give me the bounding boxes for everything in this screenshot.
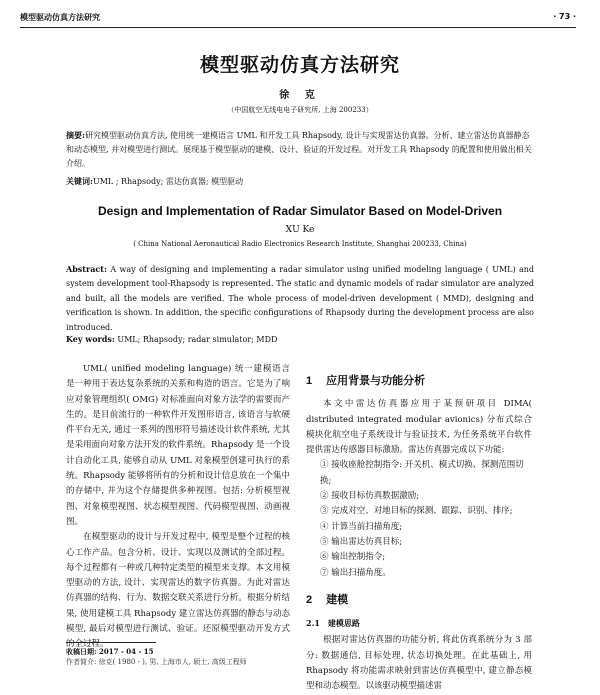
abstract-en (66, 262, 534, 335)
author-cn: 徐 克 (279, 90, 321, 101)
abstract-en-text: A way of designing and implementing a radar simulator using unified modeling language ( UML) and system development tool-Rhapsody is represented. The static and dynamic models of radar simulator are analyzed and built, all the models are verified. The whole process of model-driven development ( MMD), designing and verification is shown. In addition, the specific configurations of Rhapsody during the development process are also introduced. (66, 265, 535, 332)
body-paragraph: UML( unified modeling language) 统一建模语言是一种用于表达复杂系统的关系和构造的语言。它是为了响应对象管理组织( OMG) 对标准面向对象方法学的需要而产生的。是目前流行的一种软件开发图形语言, 该语言与软硬件平台无关, 通过一系列的图形符号描述设计软件系统, 尤其是采用面向对象方法开发的软件系统。Rhapsody 是一个设计自动化工具, 能够自动从 UML 对象模型创建可执行的系统。Rhapsody 能够将所有的分析和设计信息放在一个集中的存储中, 并为这个存储提供多种视图。包括: 分析模型视图、对象模型视图、状态模型视图、代码模型视图、动画视图。 (66, 364, 290, 527)
list-item: ④ 计算当前扫描角度; (320, 521, 403, 532)
affiliation-cn: （中国航空无线电电子研究所, 上海 200233） (227, 106, 373, 114)
subsection-heading (306, 616, 532, 631)
header-divider (20, 27, 576, 28)
footnote-divider (66, 642, 156, 643)
body-paragraph: 本文中雷达仿真器应用于某预研项目 DIMA( distributed integrated modular avionics) 分布式综合模块化航空电子系统设计与验证技术, 为任务系统平台软件提供雷达传感器目标激励。雷达仿真器完成以下功能: (306, 399, 532, 456)
running-head-title: 模型驱动仿真方法研究 (20, 13, 100, 22)
section-heading (306, 593, 532, 608)
function-list (306, 458, 532, 580)
keywords-cn-label: 关键词: (66, 176, 93, 186)
paper-title-cn: 模型驱动仿真方法研究 (199, 54, 400, 76)
paper-title-en: Design and Implementation of Radar Simulator Based on Model-Driven (97, 204, 503, 218)
abstract-cn-label: 摘要: (66, 130, 85, 140)
body-paragraph: 根据对雷达仿真器的功能分析, 将此仿真系统分为 3 部分: 数据通信, 目标处理, 状态切换处理。在此基础上, 用 Rhapsody 将功能需求映射到雷达仿真模型中, 建立静态模型和动态模型。以该驱动模型描述雷 (306, 635, 532, 692)
subsection-number: 2.1 (306, 618, 320, 629)
author-en: XU Ke (285, 225, 315, 235)
running-header (20, 12, 576, 26)
list-item: ⑤ 输出雷达仿真目标; (320, 536, 403, 547)
list-item: ⑦ 输出扫描角度。 (320, 567, 391, 578)
section-number: 1 (306, 375, 313, 387)
list-item: ⑥ 输出控制指令; (320, 552, 386, 563)
received-date: 收稿日期: 2017 - 04 - 15 (66, 647, 154, 656)
subsection-title: 建模思路 (327, 618, 360, 629)
right-column (306, 362, 532, 695)
affiliation-en: ( China National Aeronautical Radio Electronics Research Institute, Shanghai 200233, China) (133, 240, 467, 248)
author-bio: 作者简介: 徐克( 1980 - ), 男, 上海市人, 硕士, 高级工程师 (66, 658, 247, 666)
left-column (66, 362, 290, 653)
page-number: · 73 · (553, 12, 576, 21)
list-item: ② 接收目标仿真数据激励; (320, 491, 420, 502)
list-item: ③ 完成对空、对地目标的探测、跟踪、识别、排序; (320, 506, 513, 517)
body-paragraph: 在模型驱动的设计与开发过程中, 模型是整个过程的核心工作产品。包含分析、设计、实现以及测试的全部过程。每个过程都有一种或几种特定类型的模型来支撑。本文用模型驱动的方法, 设计、实现雷达的数字仿真器。为此对雷达仿真器的结构、行为、数据交联关系进行分析。根据分析结果, 使用建模工具 Rhapsody 建立雷达仿真器的静态与动态模型, 最后对模型进行测试、验证。还原模型驱动开发方式的全过程。 (66, 532, 290, 650)
keywords-cn-text: UML ; Rhapsody; 雷达仿真器; 模型驱动 (92, 177, 244, 186)
footnote (66, 646, 290, 668)
keywords-en-label: Key words: (66, 334, 115, 344)
list-item: ① 接收座舱控制指令: 开关机、模式切换、探测范围切换; (320, 460, 524, 486)
abstract-en-label: Abstract: (66, 264, 107, 274)
section-title: 应用背景与功能分析 (326, 375, 426, 387)
section-heading (306, 374, 532, 389)
keywords-cn (66, 176, 534, 187)
section-title: 建模 (326, 593, 349, 606)
abstract-cn-text: 研究模型驱动仿真方法, 使用统一建模语言 UML 和开发工具 Rhapsody, 设计与实现雷达仿真器。分析、建立雷达仿真器静态和动态模型, 并对模型进行测试。展现基于模型驱动的建模、设计、验证的开发过程。对开发工具 Rhapsody 的配置和使用做出相关介绍。 (66, 131, 532, 168)
keywords-en (66, 334, 534, 344)
section-number: 2 (306, 593, 313, 606)
abstract-cn (66, 128, 534, 171)
keywords-en-text: UML; Rhapsody; radar simulator; MDD (117, 335, 278, 344)
